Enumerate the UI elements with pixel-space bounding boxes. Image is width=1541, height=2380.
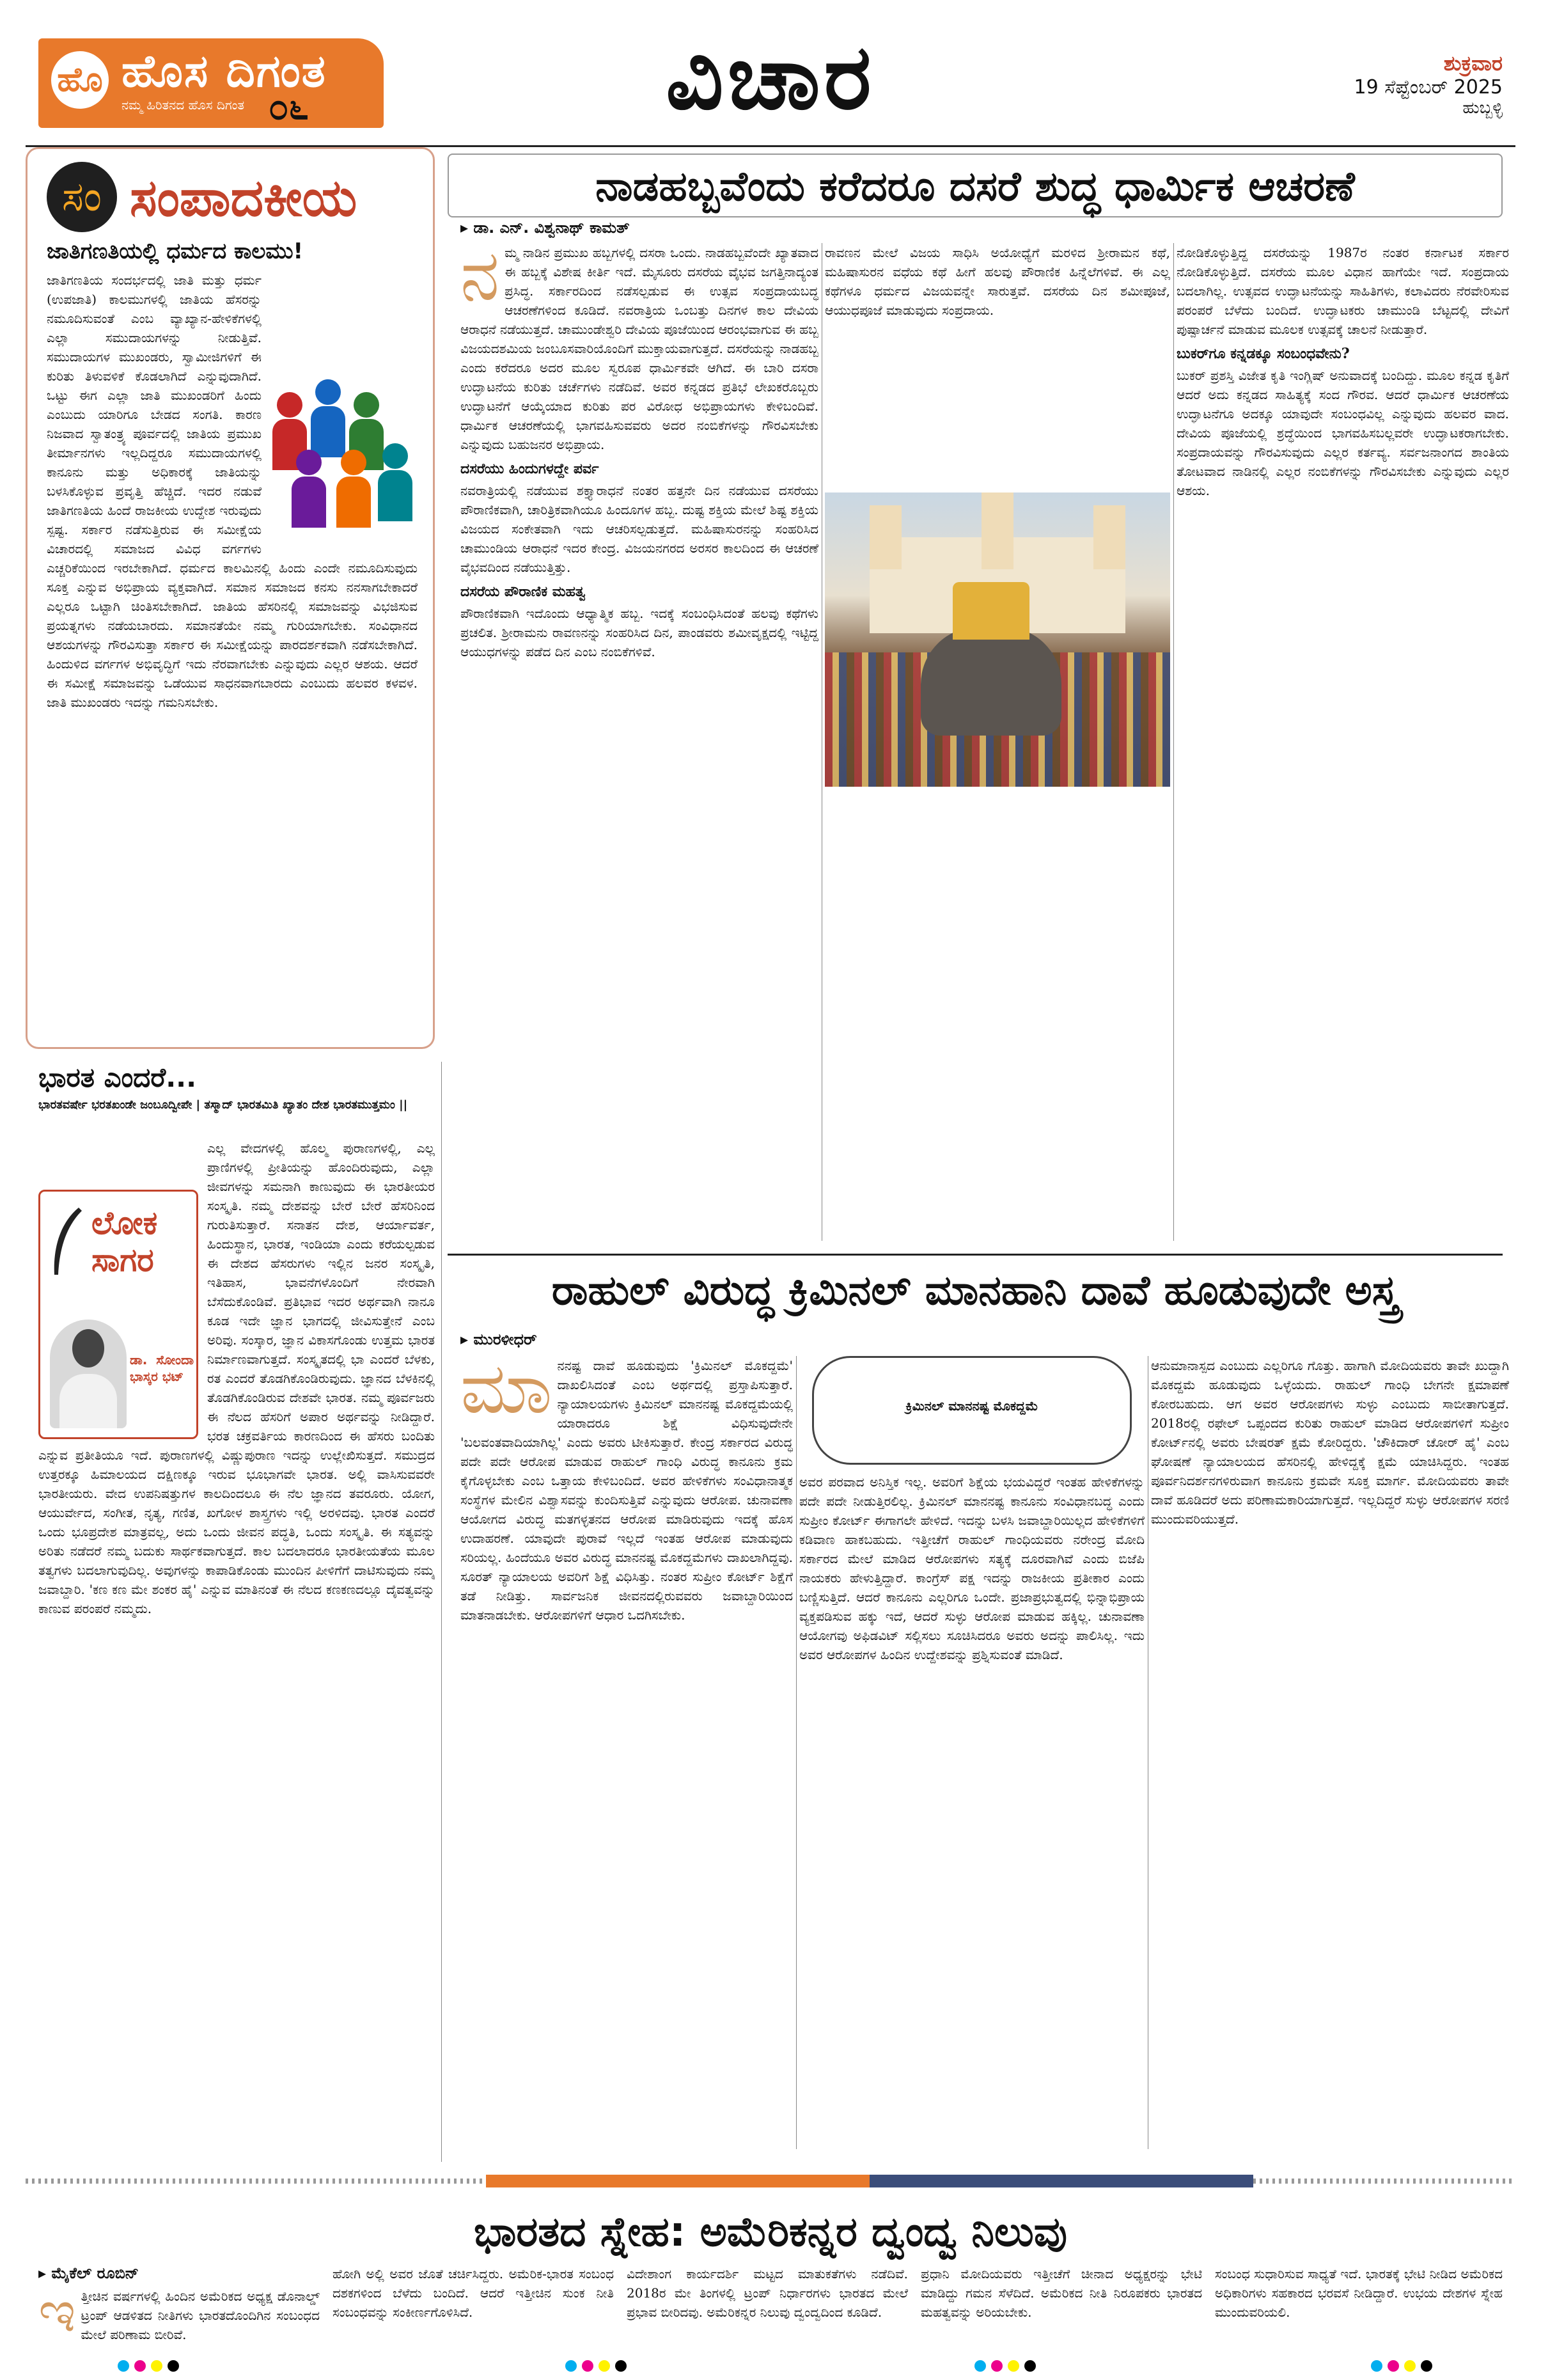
article2-headline: ರಾಹುಲ್ ವಿರುದ್ಧ ಕ್ರಿಮಿನಲ್ ಮಾನಹಾನಿ ದಾವೆ ಹೂಡುವುದೇ ಅಸ್ತ್ರ bbox=[448, 1254, 1503, 1324]
article2-author: ಮುರಳೀಧರ್ bbox=[473, 1330, 537, 1348]
print-registration-marks bbox=[0, 2360, 1541, 2376]
article2-text-1: ನನಷ್ಟ ದಾವೆ ಹೂಡುವುದು 'ಕ್ರಿಮಿನಲ್ ಮೊಕದ್ದಮೆ' ದಾಖಲಿಸಿದಂತೆ ಎಂಬ ಅರ್ಥದಲ್ಲಿ ಪ್ರಸ್ತಾಪಿಸುತ್ತಾರೆ. ನ್ಯಾಯಾಲಯಗಳು ಕ್ರಿಮಿನಲ್ ಮಾನನಷ್ಟ ಮೊಕದ್ದಮೆಯಲ್ಲಿ ಯಾರಾದರೂ ಶಿಕ್ಷೆ ವಿಧಿಸುವುದೇನೇ 'ಬಲವಂತವಾದಿಯಾಗಿಲ್ಲ' ಎಂದು ಅವರು ಟೀಕಿಸುತ್ತಾರೆ. ಕೇಂದ್ರ ಸರ್ಕಾರದ ವಿರುದ್ಧ ಪದೇ ಪದೇ ಆರೋಪ ಮಾಡುವ ರಾಹುಲ್ ಗಾಂಧಿ ವಿರುದ್ಧ ಕಾನೂನು ಕ್ರಮ ಕೈಗೊಳ್ಳಬೇಕು ಎಂಬ ಒತ್ತಾಯ ಕೇಳಿಬಂದಿದೆ. ಅವರ ಹೇಳಿಕೆಗಳು ಸಂವಿಧಾನಾತ್ಮಕ ಸಂಸ್ಥೆಗಳ ಮೇಲಿನ ವಿಶ್ವಾಸವನ್ನು ಕುಂದಿಸುತ್ತಿವೆ ಎನ್ನುವುದು ಆರೋಪ. ಚುನಾವಣಾ ಆಯೋಗದ ವಿರುದ್ಧ ಮತಗಳ್ಳತನದ ಆರೋಪ ಮಾಡಿರುವುದು ಇದಕ್ಕೆ ಹೊಸ ಉದಾಹರಣೆ. ಯಾವುದೇ ಪುರಾವೆ ಇಲ್ಲದೆ ಇಂತಹ ಆರೋಪ ಮಾಡುವುದು ಸರಿಯಲ್ಲ. ಹಿಂದೆಯೂ ಅವರ ವಿರುದ್ಧ ಮಾನನಷ್ಟ ಮೊಕದ್ದಮೆಗಳು ದಾಖಲಾಗಿದ್ದವು. ಸೂರತ್ ನ್ಯಾಯಾಲಯ ಅವರಿಗೆ ಶಿಕ್ಷೆ ವಿಧಿಸಿತ್ತು. ನಂತರ ಸುಪ್ರೀಂ ಕೋರ್ಟ್ ಶಿಕ್ಷೆಗೆ ತಡೆ ನೀಡಿತ್ತು. ಸಾರ್ವಜನಿಕ ಜೀವನದಲ್ಲಿರುವವರು ಜವಾಬ್ದಾರಿಯಿಂದ ಮಾತನಾಡಬೇಕು. ಆರೋಪಗಳಿಗೆ ಆಧಾರ ಒದಗಿಸಬೇಕು. bbox=[460, 1358, 793, 1623]
section-divider bbox=[26, 2175, 1515, 2187]
article1-text-8: ಬುಕರ್ ಪ್ರಶಸ್ತಿ ವಿಜೇತ ಕೃತಿ ಇಂಗ್ಲಿಷ್ ಅನುವಾದಕ್ಕೆ ಬಂದಿದ್ದು. ಮೂಲ ಕನ್ನಡ ಕೃತಿಗೆ ಆದರೆ ಅದು ಕನ್ನಡದ ಸಾಹಿತ್ಯಕ್ಕೆ ಸಂದ ಗೌರವ. ಆದರೆ ಧಾರ್ಮಿಕ ಆಚರಣೆಯ ಉದ್ಘಾಟನೆಗೂ ಅದಕ್ಕೂ ಯಾವುದೇ ಸಂಬಂಧವಿಲ್ಲ ಎನ್ನುವುದು ಹಲವರ ವಾದ. ದೇವಿಯ ಪೂಜೆಯಲ್ಲಿ ಶ್ರದ್ಧೆಯಿಂದ ಭಾಗವಹಿಸಬಲ್ಲವರೇ ಉದ್ಘಾಟಕರಾಗಬೇಕು. ಸಂಪ್ರದಾಯವನ್ನು ಗೌರವಿಸುವುದು ಎಲ್ಲರ ಕರ್ತವ್ಯ. ಸರ್ವಜನಾಂಗದ ಶಾಂತಿಯ ತೋಟವಾದ ನಾಡಿನಲ್ಲಿ ಎಲ್ಲರ ನಂಬಿಕೆಗಳನ್ನು ಗೌರವಿಸಬೇಕು ಎನ್ನುವುದು ಎಲ್ಲರ ಆಶಯ. bbox=[1177, 368, 1509, 498]
article3-text-1: ತ್ತೀಚಿನ ವರ್ಷಗಳಲ್ಲಿ ಹಿಂದಿನ ಅಮೆರಿಕದ ಅಧ್ಯಕ್ಷ ಡೊನಾಲ್ಡ್ ಟ್ರಂಪ್ ಆಡಳಿತದ ನೀತಿಗಳು ಭಾರತದೊಂದಿಗಿನ ಸಂಬಂಧದ ಮೇಲೆ ಪರಿಣಾಮ ಬೀರಿವೆ. bbox=[81, 2289, 320, 2342]
article3-column-3 bbox=[627, 2264, 908, 2357]
paper-name: ಹೊಸ ದಿಗಂತ bbox=[121, 45, 327, 97]
article1-text-4: ರಾವಣನ ಮೇಲೆ ವಿಜಯ ಸಾಧಿಸಿ ಅಯೋಧ್ಯೆಗೆ ಮರಳಿದ ಶ್ರೀರಾಮನ ಕಥೆ, ಮಹಿಷಾಸುರನ ವಧೆಯ ಕಥೆ ಹೀಗೆ ಹಲವು ಪೌರಾಣಿಕ ಹಿನ್ನೆಲೆಗಳಿವೆ. ಈ ಎಲ್ಲ ಕಥೆಗಳೂ ಧರ್ಮದ ವಿಜಯವನ್ನೇ ಸಾರುತ್ತವೆ. ದಸರೆಯ ದಿನ ಶಮೀಪೂಜೆ, ಆಯುಧಪೂಜೆ ಮಾಡುವುದು ಸಂಪ್ರದಾಯ. bbox=[825, 245, 1170, 318]
article3-text-2: ಹೋಗಿ ಅಲ್ಲಿ ಅವರ ಜೊತೆ ಚರ್ಚಿಸಿದ್ದರು. ಅಮೆರಿಕ-ಭಾರತ ಸಂಬಂಧ ದಶಕಗಳಿಂದ ಬೆಳೆದು ಬಂದಿದೆ. ಆದರೆ ಇತ್ತೀಚಿನ ಸುಂಕ ನೀತಿ ಸಂಬಂಧವನ್ನು ಸಂಕೀರ್ಣಗೊಳಿಸಿದೆ. bbox=[332, 2266, 614, 2320]
logo-emblem-icon: ಹೊ bbox=[51, 51, 109, 109]
editorial-headline: ಜಾತಿಗಣತಿಯಲ್ಲಿ ಧರ್ಮದ ಕಾಲಮು! bbox=[47, 239, 304, 264]
author-portrait bbox=[50, 1320, 127, 1428]
article1-author: ಡಾ. ಎನ್. ವಿಶ್ವನಾಥ್ ಕಾಮತ್ bbox=[473, 219, 630, 237]
page-number: ೦೬ bbox=[269, 86, 309, 128]
article1-text-1: ಮ್ಮ ನಾಡಿನ ಪ್ರಮುಖ ಹಬ್ಬಗಳಲ್ಲಿ ದಸರಾ ಒಂದು. ನಾಡಹಬ್ಬವೆಂದೇ ಖ್ಯಾತವಾದ ಈ ಹಬ್ಬಕ್ಕೆ ವಿಶೇಷ ಕೀರ್ತಿ ಇದೆ. ಮೈಸೂರು ದಸರೆಯ ವೈಭವ ಜಗತ್ತಿನಾದ್ಯಂತ ಪ್ರಸಿದ್ಧ. ಸರ್ಕಾರದಿಂದ ನಡೆಸಲ್ಪಡುವ ಈ ಉತ್ಸವ ಸಂಪ್ರದಾಯಬದ್ಧ ಆಚರಣೆಗಳಿಂದ ಕೂಡಿದೆ. ನವರಾತ್ರಿಯ ಒಂಬತ್ತು ದಿನಗಳ ಕಾಲ ದೇವಿಯ ಆರಾಧನೆ ನಡೆಯುತ್ತದೆ. ಚಾಮುಂಡೇಶ್ವರಿ ದೇವಿಯ ಪೂಜೆಯಿಂದ ಆರಂಭವಾಗುವ ಈ ಹಬ್ಬ ವಿಜಯದಶಮಿಯ ಜಂಬೂಸವಾರಿಯೊಂದಿಗೆ ಮುಕ್ತಾಯವಾಗುತ್ತದೆ. ದಸರೆಯನ್ನು ನಾಡಹಬ್ಬ ಎಂದು ಕರೆದರೂ ಅದರ ಮೂಲ ಸ್ವರೂಪ ಧಾರ್ಮಿಕವೇ ಆಗಿದೆ. ಈ ಬಾರಿ ದಸರಾ ಉದ್ಘಾಟನೆಯ ಕುರಿತು ಚರ್ಚೆಗಳು ನಡೆದಿವೆ. ಅವರ ಕನ್ನಡದ ಪ್ರತಿಭೆ ಲೇಖಕರೊಬ್ಬರು ಉದ್ಘಾಟನೆಗೆ ಆಯ್ಕೆಯಾದ ಕುರಿತು ಪರ ವಿರೋಧ ಅಭಿಪ್ರಾಯಗಳು ಕೇಳಿಬಂದಿವೆ. ಧಾರ್ಮಿಕ ಆಚರಣೆಯಲ್ಲಿ ಭಾಗವಹಿಸುವವರು ಅದರ ನಂಬಿಕೆಗಳನ್ನು ಗೌರವಿಸಬೇಕು ಎನ್ನುವುದು ಬಹುಜನರ ಅಭಿಪ್ರಾಯ. bbox=[460, 245, 818, 452]
article1-headline: ನಾಡಹಬ್ಬವೆಂದು ಕರೆದರೂ ದಸರೆ ಶುದ್ಧ ಧಾರ್ಮಿಕ ಆಚರಣೆ bbox=[448, 154, 1503, 217]
bharata-shloka: ಭಾರತವರ್ಷೇ ಭರತಖಂಡೇ ಜಂಬೂದ್ವೀಪೇ | ತಸ್ಮಾದ್ ಭಾರತಮಿತಿ ಖ್ಯಾತಂ ದೇಶ ಭಾರತಮುತ್ತಮಂ || bbox=[38, 1098, 408, 1112]
article2-column-1 bbox=[460, 1356, 793, 2149]
article1-column-3 bbox=[1177, 243, 1509, 1241]
column-title-line-2: ಸಾಗರ bbox=[91, 1241, 154, 1279]
article2-text-3: ಆನುಮಾನಾಸ್ಪದ ಎಂಬುದು ಎಲ್ಲರಿಗೂ ಗೊತ್ತು. ಹಾಗಾಗಿ ಮೋದಿಯವರು ತಾವೇ ಖುದ್ದಾಗಿ ಮೊಕದ್ದಮೆ ಹೂಡುವುದು ಒಳ್ಳೆಯದು. ರಾಹುಲ್ ಗಾಂಧಿ ಬೇಗನೇ ಕ್ಷಮಾಪಣೆ ಕೋರಬಹುದು. ಆಗ ಅವರ ಆರೋಪಗಳು ಸುಳ್ಳು ಎಂಬುದು ಸಾಬೀತಾಗುತ್ತದೆ. 2018ರಲ್ಲಿ ರಫೇಲ್ ಒಪ್ಪಂದದ ಕುರಿತು ರಾಹುಲ್ ಮಾಡಿದ ಆರೋಪಗಳಿಗೆ ಸುಪ್ರೀಂ ಕೋರ್ಟ್‌ನಲ್ಲಿ ಅವರು ಬೇಷರತ್ ಕ್ಷಮೆ ಕೋರಿದ್ದರು. 'ಚೌಕಿದಾರ್ ಚೋರ್ ಹೈ' ಎಂಬ ಘೋಷಣೆ ನ್ಯಾಯಾಲಯದ ಹೆಸರಿನಲ್ಲಿ ಹೇಳಿದ್ದಕ್ಕೆ ಕ್ಷಮೆ ಯಾಚಿಸಿದ್ದರು. ಇಂತಹ ಪೂರ್ವನಿದರ್ಶನಗಳಿರುವಾಗ ಕಾನೂನು ಕ್ರಮವೇ ಸೂಕ್ತ ಮಾರ್ಗ. ಮೋದಿಯವರು ತಾವೇ ದಾವೆ ಹೂಡಿದರೆ ಅದು ಪರಿಣಾಮಕಾರಿಯಾಗುತ್ತದೆ. ಇಲ್ಲದಿದ್ದರೆ ಸುಳ್ಳು ಆರೋಪಗಳ ಸರಣಿ ಮುಂದುವರಿಯುತ್ತದೆ. bbox=[1151, 1358, 1509, 1527]
article1-subhead-4: ಬುಕರ್‌ಗೂ ಕನ್ನಡಕ್ಕೂ ಸಂಬಂಧವೇನು? bbox=[1177, 345, 1350, 362]
article2-text-2: ಅವರ ಪರವಾದ ಅನಿಸ್ತಿಕ ಇಲ್ಲ. ಅವರಿಗೆ ಶಿಕ್ಷೆಯ ಭಯವಿದ್ದರೆ ಇಂತಹ ಹೇಳಿಕೆಗಳನ್ನು ಪದೇ ಪದೇ ನೀಡುತ್ತಿರಲಿಲ್ಲ. ಕ್ರಿಮಿನಲ್ ಮಾನನಷ್ಟ ಕಾನೂನು ಸಂವಿಧಾನಬದ್ಧ ಎಂದು ಸುಪ್ರೀಂ ಕೋರ್ಟ್ ಈಗಾಗಲೇ ಹೇಳಿದೆ. ಇದನ್ನು ಬಳಸಿ ಜವಾಬ್ದಾರಿಯಿಲ್ಲದ ಹೇಳಿಕೆಗಳಿಗೆ ಕಡಿವಾಣ ಹಾಕಬಹುದು. ಇತ್ತೀಚೆಗೆ ರಾಹುಲ್ ಗಾಂಧಿಯವರು ನರೇಂದ್ರ ಮೋದಿ ಸರ್ಕಾರದ ಮೇಲೆ ಮಾಡಿದ ಆರೋಪಗಳು ಸತ್ಯಕ್ಕೆ ದೂರವಾಗಿವೆ ಎಂದು ಬಿಜೆಪಿ ನಾಯಕರು ಹೇಳುತ್ತಿದ್ದಾರೆ. ಕಾಂಗ್ರೆಸ್ ಪಕ್ಷ ಇದನ್ನು ರಾಜಕೀಯ ಪ್ರತೀಕಾರ ಎಂದು ಬಣ್ಣಿಸುತ್ತಿದೆ. ಆದರೆ ಕಾನೂನು ಎಲ್ಲರಿಗೂ ಒಂದೇ. ಪ್ರಜಾಪ್ರಭುತ್ವದಲ್ಲಿ ಭಿನ್ನಾಭಿಪ್ರಾಯ ವ್ಯಕ್ತಪಡಿಸುವ ಹಕ್ಕು ಇದೆ, ಆದರೆ ಸುಳ್ಳು ಆರೋಪ ಮಾಡುವ ಹಕ್ಕಿಲ್ಲ. ಚುನಾವಣಾ ಆಯೋಗವು ಅಫಿಡವಿಟ್ ಸಲ್ಲಿಸಲು ಸೂಚಿಸಿದರೂ ಅವರು ಅದನ್ನು ಪಾಲಿಸಿಲ್ಲ. ಇದು ಅವರ ಆರೋಪಗಳ ಹಿಂದಿನ ಉದ್ದೇಶವನ್ನು ಪ್ರಶ್ನಿಸುವಂತೆ ಮಾಡಿದೆ. bbox=[799, 1474, 1145, 1662]
paper-tagline: ನಮ್ಮ ಹಿರಿತನದ ಹೊಸ ದಿಗಂತ bbox=[121, 97, 245, 113]
bharata-text: ಎಲ್ಲ ವೇದಗಳಲ್ಲಿ ಹೊಲ್ಮ ಪುರಾಣಗಳಲ್ಲಿ, ಎಲ್ಲ ಪ್ರಾಣಿಗಳಲ್ಲಿ ಪ್ರೀತಿಯನ್ನು ಹೊಂದಿರುವುದು, ಎಲ್ಲಾ ಜೀವಗಳನ್ನು ಸಮನಾಗಿ ಕಾಣುವುದು ಈ ಭಾರತೀಯರ ಸಂಸ್ಕೃತಿ. ನಮ್ಮ ದೇಶವನ್ನು ಬೇರೆ ಬೇರೆ ಹೆಸರಿನಿಂದ ಗುರುತಿಸುತ್ತಾರೆ. ಸನಾತನ ದೇಶ, ಆರ್ಯಾವರ್ತ, ಹಿಂದುಸ್ಥಾನ, ಭಾರತ, ಇಂಡಿಯಾ ಎಂದು ಕರೆಯಲ್ಪಡುವ ಈ ದೇಶದ ಹೆಸರುಗಳು ಇಲ್ಲಿನ ಜನರ ಸಂಸ್ಕೃತಿ, ಇತಿಹಾಸ, ಭಾವನೆಗಳೊಂದಿಗೆ ನೇರವಾಗಿ ಬೆಸೆದುಕೊಂಡಿವೆ. ಪ್ರತಿಭಾವ ಇದರ ಅರ್ಥವಾಗಿ ನಾನೂ ಕೂಡ ಇದೇ ಜ್ಞಾನ ಭಾಗದಲ್ಲಿ ಜೀವಿಸುತ್ತೇನೆ ಎಂಬ ಅರಿವು. ಸಂಸ್ಕಾರ, ಜ್ಞಾನ ವಿಕಾಸಗೊಂಡು ಉತ್ತಮ ಭಾರತ ನಿರ್ಮಾಣವಾಗುತ್ತದೆ. ಸಂಸ್ಕೃತದಲ್ಲಿ ಭಾ ಎಂದರೆ ಬೆಳಕು, ರತ ಎಂದರೆ ತೊಡಗಿಕೊಂಡಿರುವುದು. ಜ್ಞಾನದ ಬೆಳಕಿನಲ್ಲಿ ತೊಡಗಿಕೊಂಡಿರುವ ದೇಶವೇ ಭಾರತ. ನಮ್ಮ ಪೂರ್ವಜರು ಈ ನೆಲದ ಹೆಸರಿಗೆ ಅಪಾರ ಅರ್ಥವನ್ನು ನೀಡಿದ್ದಾರೆ. ಭರತ ಚಕ್ರವರ್ತಿಯ ಕಾರಣದಿಂದ ಈ ಹೆಸರು ಬಂದಿತು ಎನ್ನುವ ಪ್ರತೀತಿಯೂ ಇದೆ. ಪುರಾಣಗಳಲ್ಲಿ ವಿಷ್ಣುಪುರಾಣ ಇದನ್ನು ಉಲ್ಲೇಖಿಸುತ್ತದೆ. ಸಮುದ್ರದ ಉತ್ತರಕ್ಕೂ ಹಿಮಾಲಯದ ದಕ್ಷಿಣಕ್ಕೂ ಇರುವ ಭೂಭಾಗವೇ ಭಾರತ. ಅಲ್ಲಿ ವಾಸಿಸುವವರೇ ಭಾರತೀಯರು. ವೇದ ಉಪನಿಷತ್ತುಗಳ ಕಾಲದಿಂದಲೂ ಈ ನೆಲ ಜ್ಞಾನದ ತವರೂರು. ಯೋಗ, ಆಯುರ್ವೇದ, ಸಂಗೀತ, ನೃತ್ಯ, ಗಣಿತ, ಖಗೋಳ ಶಾಸ್ತ್ರಗಳು ಇಲ್ಲಿ ಅರಳಿದವು. ಭಾರತ ಎಂದರೆ ಒಂದು ಭೂಪ್ರದೇಶ ಮಾತ್ರವಲ್ಲ, ಅದು ಒಂದು ಜೀವನ ಪದ್ಧತಿ, ಒಂದು ಸಂಸ್ಕೃತಿ. ಈ ಸತ್ಯವನ್ನು ಅರಿತು ನಡೆದರೆ ನಮ್ಮ ಬದುಕು ಸಾರ್ಥಕವಾಗುತ್ತದೆ. ಕಾಲ ಬದಲಾದರೂ ಭಾರತೀಯತೆಯ ಮೂಲ ತತ್ವಗಳು ಬದಲಾಗುವುದಿಲ್ಲ. ಅವುಗಳನ್ನು ಕಾಪಾಡಿಕೊಂಡು ಮುಂದಿನ ಪೀಳಿಗೆಗೆ ದಾಟಿಸುವುದು ನಮ್ಮ ಜವಾಬ್ದಾರಿ. 'ಕಣ ಕಣ ಮೇ ಶಂಕರ ಹೈ' ಎನ್ನುವ ಮಾತಿನಂತೆ ಈ ನೆಲದ ಕಣಕಣದಲ್ಲೂ ದೈವತ್ವವನ್ನು ಕಾಣುವ ಪರಂಪರೆ ನಮ್ಮದು. bbox=[38, 1140, 435, 1616]
article3-text-5: ಸಂಬಂಧ ಸುಧಾರಿಸುವ ಸಾಧ್ಯತೆ ಇದೆ. ಭಾರತಕ್ಕೆ ಭೇಟಿ ನೀಡಿದ ಅಮೆರಿಕದ ಅಧಿಕಾರಿಗಳು ಸಹಕಾರದ ಭರವಸೆ ನೀಡಿದ್ದಾರೆ. ಉಭಯ ದೇಶಗಳ ಸ್ನೇಹ ಮುಂದುವರಿಯಲಿ. bbox=[1215, 2266, 1503, 2320]
article3-column-5 bbox=[1215, 2264, 1503, 2357]
section-title: ವಿಚಾರ bbox=[666, 26, 875, 130]
weekday: ಶುಕ್ರವಾರ bbox=[1443, 51, 1503, 75]
article1-text-3: ಪೌರಾಣಿಕವಾಗಿ ಇದೊಂದು ಆಧ್ಯಾತ್ಮಿಕ ಹಬ್ಬ. ಇದಕ್ಕೆ ಸಂಬಂಧಿಸಿದಂತೆ ಹಲವು ಕಥೆಗಳು ಪ್ರಚಲಿತ. ಶ್ರೀರಾಮನು ರಾವಣನನ್ನು ಸಂಹರಿಸಿದ ದಿನ, ಪಾಂಡವರು ಶಮೀವೃಕ್ಷದಲ್ಲಿ ಇಟ್ಟಿದ್ದ ಆಯುಧಗಳನ್ನು ಪಡೆದ ದಿನ ಎಂಬ ನಂಬಿಕೆಗಳಿವೆ. bbox=[460, 606, 818, 659]
article3-text-3: ವಿದೇಶಾಂಗ ಕಾರ್ಯದರ್ಶಿ ಮಟ್ಟದ ಮಾತುಕತೆಗಳು ನಡೆದಿವೆ. 2018ರ ಮೇ ತಿಂಗಳಲ್ಲಿ ಟ್ರಂಪ್ ನಿರ್ಧಾರಗಳು ಭಾರತದ ಮೇಲೆ ಪ್ರಭಾವ ಬೀರಿದವು. ಅಮೆರಿಕನ್ನರ ನಿಲುವು ದ್ವಂದ್ವದಿಂದ ಕೂಡಿದೆ. bbox=[627, 2266, 908, 2320]
elephant-icon bbox=[921, 627, 1061, 736]
article2-dropcap: ಮಾ bbox=[460, 1356, 552, 1429]
article3-text-4: ಪ್ರಧಾನಿ ಮೋದಿಯವರು ಇತ್ತೀಚೆಗೆ ಚೀನಾದ ಅಧ್ಯಕ್ಷರನ್ನು ಭೇಟಿ ಮಾಡಿದ್ದು ಗಮನ ಸೆಳೆದಿದೆ. ಅಮೆರಿಕದ ನೀತಿ ನಿರೂಪಕರು ಭಾರತದ ಮಹತ್ವವನ್ನು ಅರಿಯಬೇಕು. bbox=[921, 2266, 1202, 2320]
article1-text-2: ನವರಾತ್ರಿಯಲ್ಲಿ ನಡೆಯುವ ಶಕ್ತ್ಯಾರಾಧನೆ ನಂತರ ಹತ್ತನೇ ದಿನ ನಡೆಯುವ ದಸರೆಯು ಪೌರಾಣಿಕವಾಗಿ, ಚಾರಿತ್ರಿಕವಾಗಿಯೂ ಹಿಂದೂಗಳ ಹಬ್ಬ. ದುಷ್ಟ ಶಕ್ತಿಯ ಮೇಲೆ ಶಿಷ್ಟ ಶಕ್ತಿಯ ವಿಜಯದ ಸಂಕೇತವಾಗಿ ಇದು ಆಚರಿಸಲ್ಪಡುತ್ತದೆ. ಮಹಿಷಾಸುರನನ್ನು ಸಂಹರಿಸಿದ ಚಾಮುಂಡಿಯ ಆರಾಧನೆ ಇದರ ಕೇಂದ್ರ. ವಿಜಯನಗರದ ಅರಸರ ಕಾಲದಿಂದ ಈ ಆಚರಣೆ ವೈಭವದಿಂದ ನಡೆಯುತ್ತಿತ್ತು. bbox=[460, 483, 818, 575]
crowd-illustration bbox=[270, 373, 418, 539]
column-title bbox=[91, 1204, 157, 1279]
bharata-heading: ಭಾರತ ಎಂದರೆ... bbox=[38, 1062, 197, 1093]
editorial-label: ಸಂಪಾದಕೀಯ bbox=[130, 168, 357, 228]
article3-dropcap: ಇ bbox=[38, 2287, 76, 2345]
editorial-panel bbox=[26, 147, 435, 1049]
dasara-procession-photo bbox=[825, 493, 1170, 787]
article3-column-1 bbox=[38, 2287, 320, 2357]
article2-pull-quote bbox=[812, 1356, 1132, 1465]
column-author: ಡಾ. ಸೋಂದಾ ಭಾಸ್ಕರ ಭಟ್ bbox=[130, 1352, 194, 1384]
article1-text-7: ನೋಡಿಕೊಳ್ಳುತ್ತಿದ್ದ ದಸರೆಯನ್ನು 1987ರ ನಂತರ ಕರ್ನಾಟಕ ಸರ್ಕಾರ ನೋಡಿಕೊಳ್ಳುತ್ತಿದೆ. ದಸರೆಯ ಮೂಲ ವಿಧಾನ ಹಾಗೆಯೇ ಇದೆ. ಸಂಪ್ರದಾಯ ಬದಲಾಗಿಲ್ಲ. ಉತ್ಸವದ ಉದ್ಘಾಟನೆಯನ್ನು ಸಾಹಿತಿಗಳು, ಕಲಾವಿದರು ನೆರವೇರಿಸುವ ಪರಂಪರೆ ಬೆಳೆದು ಬಂದಿದೆ. ಉದ್ಘಾಟಕರು ಚಾಮುಂಡಿ ಬೆಟ್ಟದಲ್ಲಿ ದೇವಿಗೆ ಪುಷ್ಪಾರ್ಚನೆ ಮಾಡುವ ಮೂಲಕ ಉತ್ಸವಕ್ಕೆ ಚಾಲನೆ ನೀಡುತ್ತಾರೆ. bbox=[1177, 245, 1509, 337]
article3-column-4 bbox=[921, 2264, 1202, 2357]
editorial-badge bbox=[47, 162, 411, 232]
article1-subhead-1: ದಸರೆಯು ಹಿಂದುಗಳದ್ದೇ ಪರ್ವ bbox=[460, 461, 599, 477]
article2-byline: ▸ ಮುರಳೀಧರ್ bbox=[460, 1330, 537, 1348]
article3-author: ಮೈಕೆಲ್ ರೂಬಿನ್ bbox=[51, 2264, 139, 2282]
article1-column-1 bbox=[460, 243, 818, 1241]
article3-byline: ▸ ಮೈಕೆಲ್ ರೂಬಿನ್ bbox=[38, 2264, 139, 2282]
article3-headline: ಭಾರತದ ಸ್ನೇಹ: ಅಮೆರಿಕನ್ನರ ದ್ವಂದ್ವ ನಿಲುವು bbox=[474, 2209, 1067, 2256]
editorial-body bbox=[47, 271, 418, 1179]
article3-column-2 bbox=[332, 2264, 614, 2357]
column-title-line-1: ಲೋಕ bbox=[91, 1204, 158, 1241]
edition-city: ಹುಬ್ಬಳ್ಳಿ bbox=[1462, 99, 1503, 118]
issue-date: 19 ಸೆಪ್ಟೆಂಬರ್ 2025 bbox=[1354, 76, 1503, 99]
bharata-body bbox=[38, 1139, 435, 2127]
quill-icon bbox=[47, 1204, 85, 1281]
editorial-emblem-icon: ಸಂ bbox=[47, 162, 117, 232]
article2-column-2 bbox=[799, 1356, 1145, 2149]
pull-quote-text: ಕ್ರಿಮಿನಲ್ ಮಾನನಷ್ಟ ಮೊಕದ್ದಮೆ bbox=[905, 1398, 1038, 1414]
date-block bbox=[1272, 51, 1503, 118]
article1-dropcap: ನ bbox=[460, 243, 500, 316]
loka-sagara-box bbox=[38, 1190, 198, 1439]
article1-subhead-2: ದಸರೆಯ ಪೌರಾಣಿಕ ಮಹತ್ವ bbox=[460, 583, 586, 600]
editorial-text: ಜಾತಿಗಣತಿಯ ಸಂದರ್ಭದಲ್ಲಿ ಜಾತಿ ಮತ್ತು ಧರ್ಮ (ಉಪಜಾತಿ) ಕಾಲಮುಗಳಲ್ಲಿ ಜಾತಿಯ ಹೆಸರನ್ನು ನಮೂದಿಸುವಂತೆ ಎಂಬ ವ್ಯಾಖ್ಯಾನ-ಹೇಳಿಕೆಗಳಲ್ಲಿ ಎಲ್ಲಾ ಸಮುದಾಯಗಳನ್ನು ನೀಡುತ್ತಿವೆ. ಸಮುದಾಯಗಳ ಮುಖಂಡರು, ಸ್ವಾಮೀಜಿಗಳಿಗೆ ಈ ಕುರಿತು ತಿಳುವಳಿಕೆ ಕೊಡಲಾಗಿದೆ ಎನ್ನುವುದಾಗಿದೆ. ಒಟ್ಟು ಈಗ ಎಲ್ಲಾ ಜಾತಿ ಮುಖಂಡರಿಗೆ ಹಿಂದು ಎಂಬುದು ಯಾರಿಗೂ ಬೇಡದ ಸಂಗತಿ. ಕಾರಣ ನಿಜವಾದ ಸ್ವಾತಂತ್ರ್ಯ ಪೂರ್ವದಲ್ಲಿ ಜಾತಿಯ ಪ್ರಮುಖ ತೀರ್ಮಾನಗಳು ಇಲ್ಲದಿದ್ದರೂ ಸಮುದಾಯಗಳಲ್ಲಿ ಕಾನೂನು ಮತ್ತು ಅಧಿಕಾರಕ್ಕೆ ಜಾತಿಯನ್ನು ಬಳಸಿಕೊಳ್ಳುವ ಪ್ರವೃತ್ತಿ ಹೆಚ್ಚಿದೆ. ಇದರ ನಡುವೆ ಜಾತಿಗಣತಿಯ ಹಿಂದೆ ರಾಜಕೀಯ ಉದ್ದೇಶ ಇರುವುದು ಸ್ಪಷ್ಟ. ಸರ್ಕಾರ ನಡೆಸುತ್ತಿರುವ ಈ ಸಮೀಕ್ಷೆಯ ವಿಚಾರದಲ್ಲಿ ಸಮಾಜದ ವಿವಿಧ ವರ್ಗಗಳು ಎಚ್ಚರಿಕೆಯಿಂದ ಇರಬೇಕಾಗಿದೆ. ಧರ್ಮದ ಕಾಲಮಿನಲ್ಲಿ ಹಿಂದು ಎಂದೇ ನಮೂದಿಸುವುದು ಸೂಕ್ತ ಎನ್ನುವ ಅಭಿಪ್ರಾಯ ವ್ಯಕ್ತವಾಗಿದೆ. ಸಮಾನ ಸಮಾಜದ ಕನಸು ನನಸಾಗಬೇಕಾದರೆ ಎಲ್ಲರೂ ಒಟ್ಟಾಗಿ ಚಿಂತಿಸಬೇಕಾಗಿದೆ. ಜಾತಿಯ ಹೆಸರಿನಲ್ಲಿ ಸಮಾಜವನ್ನು ವಿಭಜಿಸುವ ಪ್ರಯತ್ನಗಳು ನಡೆಯಬಾರದು. ಸಮಾನತೆಯೇ ನಮ್ಮ ಗುರಿಯಾಗಬೇಕು. ಸಂವಿಧಾನದ ಆಶಯಗಳನ್ನು ಗೌರವಿಸುತ್ತಾ ಸರ್ಕಾರ ಈ ಸಮೀಕ್ಷೆಯನ್ನು ಪಾರದರ್ಶಕವಾಗಿ ನಡೆಸಬೇಕಾಗಿದೆ. ಹಿಂದುಳಿದ ವರ್ಗಗಳ ಅಭಿವೃದ್ಧಿಗೆ ಇದು ನೆರವಾಗಬೇಕು ಎನ್ನುವುದು ಎಲ್ಲರ ಆಶಯ. ಆದರೆ ಈ ಸಮೀಕ್ಷೆ ಸಮಾಜವನ್ನು ಒಡೆಯುವ ಸಾಧನವಾಗಬಾರದು ಎಂಬುದು ಹಲವರ ಕಳವಳ. ಜಾತಿ ಮುಖಂಡರು ಇದನ್ನು ಗಮನಿಸಬೇಕು. bbox=[47, 272, 418, 710]
article2-column-3 bbox=[1151, 1356, 1509, 2149]
article1-byline: ▸ ಡಾ. ಎನ್. ವಿಶ್ವನಾಥ್ ಕಾಮತ್ bbox=[460, 219, 630, 237]
